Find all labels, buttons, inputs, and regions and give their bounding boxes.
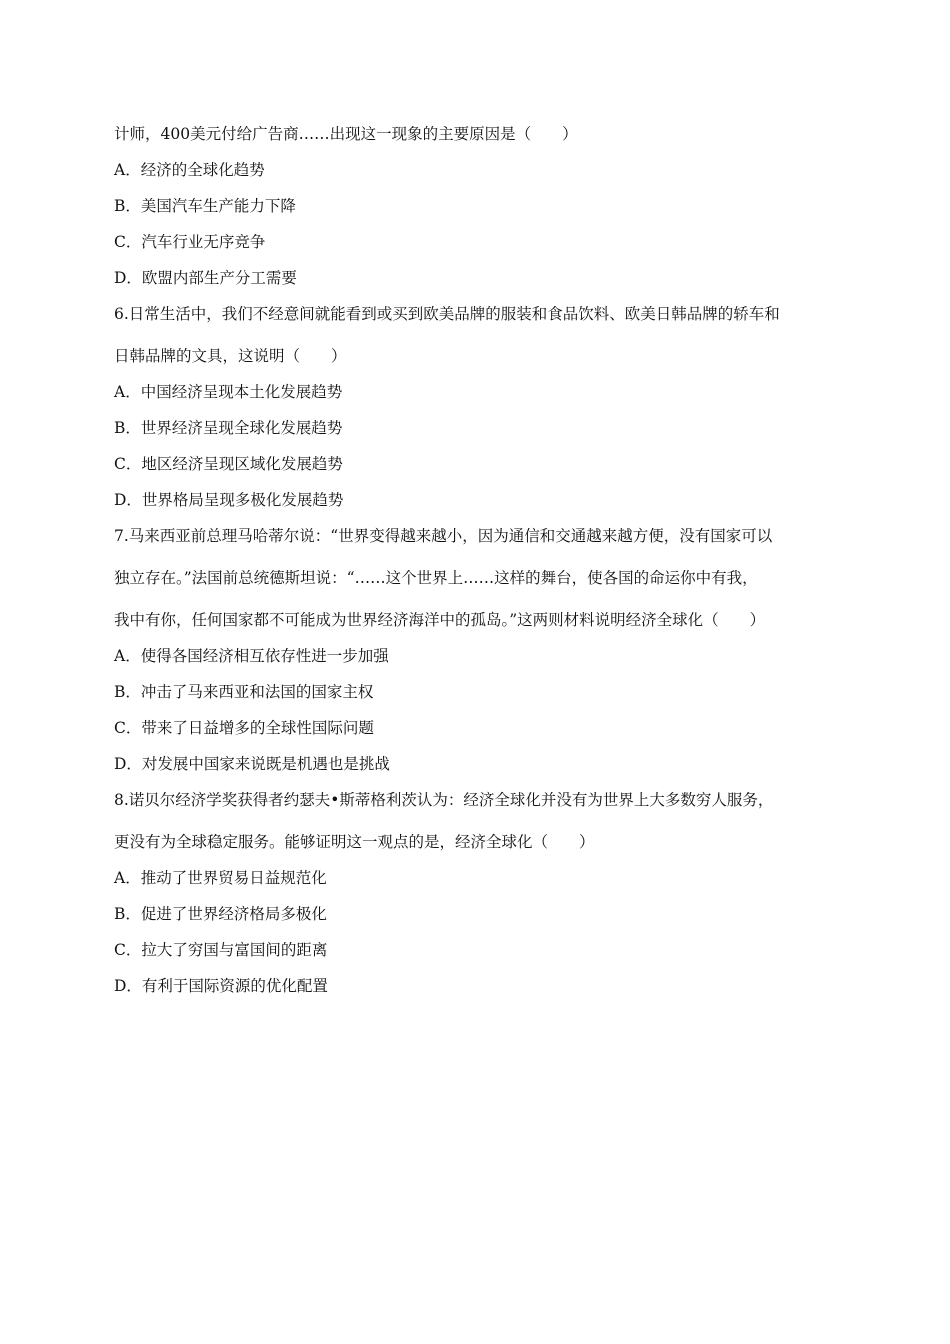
question-6-option-b: B．世界经济呈现全球化发展趋势 bbox=[114, 419, 343, 437]
question-5-option-d: D．欧盟内部生产分工需要 bbox=[114, 269, 297, 287]
question-5-stem-tail: 计师，400美元付给广告商……出现这一现象的主要原因是（ ） bbox=[114, 125, 578, 143]
question-6-stem-line-2: 日韩品牌的文具，这说明（ ） bbox=[114, 347, 347, 365]
question-7-option-a: A．使得各国经济相互依存性进一步加强 bbox=[114, 647, 389, 665]
question-8 bbox=[114, 790, 844, 996]
question-5-option-a: A．经济的全球化趋势 bbox=[114, 161, 265, 179]
question-8-option-b: B．促进了世界经济格局多极化 bbox=[114, 905, 327, 923]
question-8-option-c: C．拉大了穷国与富国间的距离 bbox=[114, 941, 328, 959]
question-6-stem-line-1: 6.日常生活中，我们不经意间就能看到或买到欧美品牌的服装和食品饮料、欧美日韩品牌的轿车和 bbox=[114, 305, 780, 323]
question-8-option-d: D．有利于国际资源的优化配置 bbox=[114, 977, 328, 995]
question-7-option-c: C．带来了日益增多的全球性国际问题 bbox=[114, 719, 374, 737]
question-7 bbox=[114, 526, 844, 774]
question-8-stem-line-2: 更没有为全球稳定服务。能够证明这一观点的是，经济全球化（ ） bbox=[114, 833, 595, 851]
question-7-option-d: D．对发展中国家来说既是机遇也是挑战 bbox=[114, 755, 390, 773]
question-5-continuation bbox=[114, 124, 844, 288]
question-7-stem-line-2: 独立存在。”法国前总统德斯坦说：“……这个世界上……这样的舞台，使各国的命运你中有我， bbox=[114, 569, 758, 587]
document-content bbox=[114, 124, 844, 1012]
question-6-option-c: C．地区经济呈现区域化发展趋势 bbox=[114, 455, 343, 473]
question-7-option-b: B．冲击了马来西亚和法国的国家主权 bbox=[114, 683, 374, 701]
question-6-option-a: A．中国经济呈现本土化发展趋势 bbox=[114, 383, 343, 401]
question-5-option-b: B．美国汽车生产能力下降 bbox=[114, 197, 296, 215]
question-7-stem-line-1: 7.马来西亚前总理马哈蒂尔说：“世界变得越来越小，因为通信和交通越来越方便，没有国家可以 bbox=[114, 527, 773, 545]
question-6 bbox=[114, 304, 844, 510]
question-8-stem-line-1: 8.诺贝尔经济学奖获得者约瑟夫•斯蒂格利茨认为：经济全球化并没有为世界上大多数穷人服务， bbox=[114, 791, 774, 809]
question-5-option-c: C．汽车行业无序竞争 bbox=[114, 233, 266, 251]
question-8-option-a: A．推动了世界贸易日益规范化 bbox=[114, 869, 327, 887]
question-7-stem-line-3: 我中有你，任何国家都不可能成为世界经济海洋中的孤岛。”这两则材料说明经济全球化（ ） bbox=[114, 611, 766, 629]
question-6-option-d: D．世界格局呈现多极化发展趋势 bbox=[114, 491, 344, 509]
